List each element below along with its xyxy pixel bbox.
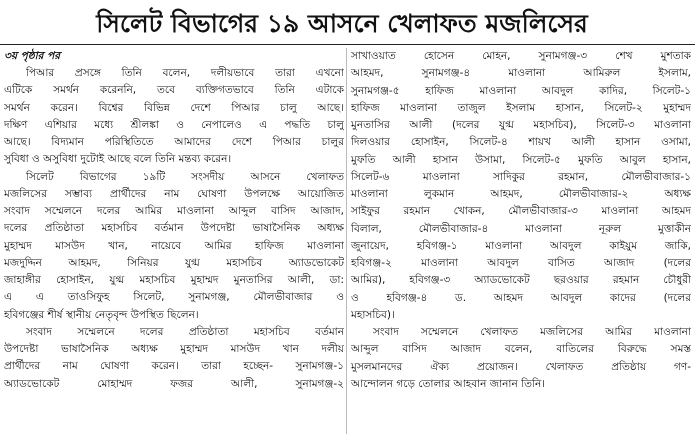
text-line: জাহাঙ্গীর হোসাইন, যুগ্ম মহাসচিব মুহাম্মদ মুনতাসির আলী, ডা: bbox=[4, 274, 344, 286]
text-line: ও হবিগঞ্জ-৪ ড. আহমদ আবদুল কাদের (দলের bbox=[351, 291, 691, 304]
text-line: সংবাদ সম্মেলনে দলের আমির মাওলানা আব্দুল বাসিদ আজাদ, bbox=[4, 205, 344, 217]
text-line: পিআর প্রসঙ্গে তিনি বলেন, দলীয়ভাবে তারা এখনো bbox=[26, 67, 344, 79]
text-line: হবিগঞ্জের শীর্ষ স্থানীয় নেতৃবৃন্দ উপস্থিত ছিলেন। bbox=[4, 308, 199, 321]
continuation-label: ৩য় পৃষ্ঠার পর bbox=[4, 50, 61, 62]
article-column-right bbox=[351, 48, 691, 434]
text-line: সিলেট-৬ মাওলানা সাদিকুর রহমান, মৌলভীবাজার-১ bbox=[351, 170, 691, 183]
text-line: অ্যাডভোকেট মোহাম্মদ ফজর আলী, সুনামগঞ্জ-২ bbox=[4, 377, 344, 390]
text-line: সাইফুর রহমান খোকন, মৌলভীবাজার-৩ মাওলানা আহমদ bbox=[351, 205, 691, 218]
text-line: মজলিসের সম্ভাব্য প্রার্থীদের নাম ঘোষণা উপলক্ষে আয়োজিত bbox=[4, 187, 344, 200]
text-line: সুনামগঞ্জ-৫ হাফিজ মাওলানা আবদুল কাদির, সিলেট-১ bbox=[351, 84, 691, 97]
text-line: প্রার্থীদের নাম ঘোষণা করেন। তারা হচ্ছেন- সুনামগঞ্জ-১ bbox=[4, 360, 344, 373]
text-line: সিলেট বিভাগের ১৯টি সংসদীয় আসনে খেলাফত bbox=[26, 170, 344, 183]
text-line: মুনতাসির আলী (দলের যুগ্ম মহাসচিব), সিলেট-৩ মাওলানা bbox=[351, 119, 691, 131]
text-line: মুফতি আলী হাসান উসামা, সিলেট-৫ মুফতি আবুল হাসান, bbox=[351, 153, 691, 166]
text-line: মাওলানা লুকমান আহমদ, মৌলভীবাজার-২ অধ্যক্ষ bbox=[351, 188, 691, 200]
text-line: সংবাদ সম্মেলনে খেলাফত মজলিসের আমির মাওলানা bbox=[373, 326, 691, 338]
text-line: হবিগঞ্জ-২ মাওলানা আবদুল বাসিত আজাদ (দলের bbox=[351, 257, 691, 269]
text-line: আন্দোলন গড়ে তোলার আহবান জানান তিনি। bbox=[351, 377, 545, 390]
text-line: আব্দুল বাসিদ আজাদ বলেন, বাতিলের বিরুদ্ধে সমস্ত bbox=[351, 343, 691, 356]
text-line: মুহাম্মদ মাসউদ খান, নায়েবে আমির হাফিজ মাওলানা bbox=[4, 239, 344, 252]
text-line: দলের প্রতিষ্ঠাতা মহাসচিব বর্তমান উপদেষ্টা ভাষাসৈনিক অধ্যক্ষ bbox=[4, 222, 344, 235]
text-line: আছে। বিদ্যমান পরিস্থিতিতে আমাদের দেশে পিআর চালুর bbox=[4, 136, 344, 148]
text-line: এ এ তাওসিফুহ সিলেট, সুনামগঞ্জ, মৌলভীবাজার ও bbox=[4, 291, 344, 304]
text-line: উপদেষ্টা ভাষাসৈনিক অধ্যক্ষ মুহাম্মদ মাসউদ খান দলীয় bbox=[4, 343, 344, 355]
text-line: জুনায়েদ, হবিগঞ্জ-১ মাওলানা আবদুল কাইয়ুম জাকি, bbox=[351, 239, 691, 252]
text-line: হাফিজ মাওলানা তাজুল ইসলাম হাসান, সিলেট-২ মুহাম্মদ bbox=[351, 101, 691, 114]
text-line: দিলওয়ার হোসাইন, সিলেট-৪ শায়খ আলী হাসান ওসামা, bbox=[351, 136, 691, 149]
text-line: দক্ষিণ এশিয়ার মধ্যে শ্রীলঙ্কা ও নেপালেও এ পদ্ধতি চালু bbox=[4, 118, 344, 131]
text-line: এটিকে সমর্থন করেননি, তবে ব্যক্তিগতভাবে তিনি এটাকে bbox=[4, 84, 344, 97]
text-line: মহাসচিব)। bbox=[351, 308, 395, 321]
text-line: আমির), হবিগঞ্জ-৩ অ্যাডভোকেট ছরওয়ার রহমান চৌধুরী bbox=[351, 274, 691, 287]
text-line: সংবাদ সম্মেলনে দলের প্রতিষ্ঠাতা মহাসচিব বর্তমান bbox=[26, 325, 344, 338]
headline: সিলেট বিভাগের ১৯ আসনে খেলাফত মজলিসের bbox=[96, 9, 588, 38]
text-line: মজদুদ্দিন আহমদ, সিনিয়র যুগ্ম মহাসচিব অ্যাডভোকেট bbox=[4, 256, 344, 269]
article-column-left bbox=[4, 48, 344, 434]
column-divider bbox=[346, 48, 347, 434]
text-line: সুবিধা ও অসুবিধা দুটোই আছে বলে তিনি মন্তব্য করেন। bbox=[4, 153, 232, 166]
text-line: সাখাওয়াত হোসেন মোহন, সুনামগঞ্জ-৩ শেখ মুশতাক bbox=[351, 50, 691, 62]
text-line: সমর্থন করেন। বিশ্বের বিভিন্ন দেশে পিআর চালু আছে। bbox=[4, 101, 344, 114]
text-line: মুসলমানদের ঐক্য প্রয়োজন। খেলাফত প্রতিষ্ঠায় গণ- bbox=[351, 360, 691, 373]
text-line: বিলাল, মৌলভীবাজার-৪ মাওলানা নূরুল মুত্তাকীন bbox=[351, 222, 691, 235]
text-line: আহমদ, সুনামগঞ্জ-৪ মাওলানা আমিরুল ইসলাম, bbox=[351, 67, 691, 80]
headline-rule bbox=[0, 44, 695, 45]
